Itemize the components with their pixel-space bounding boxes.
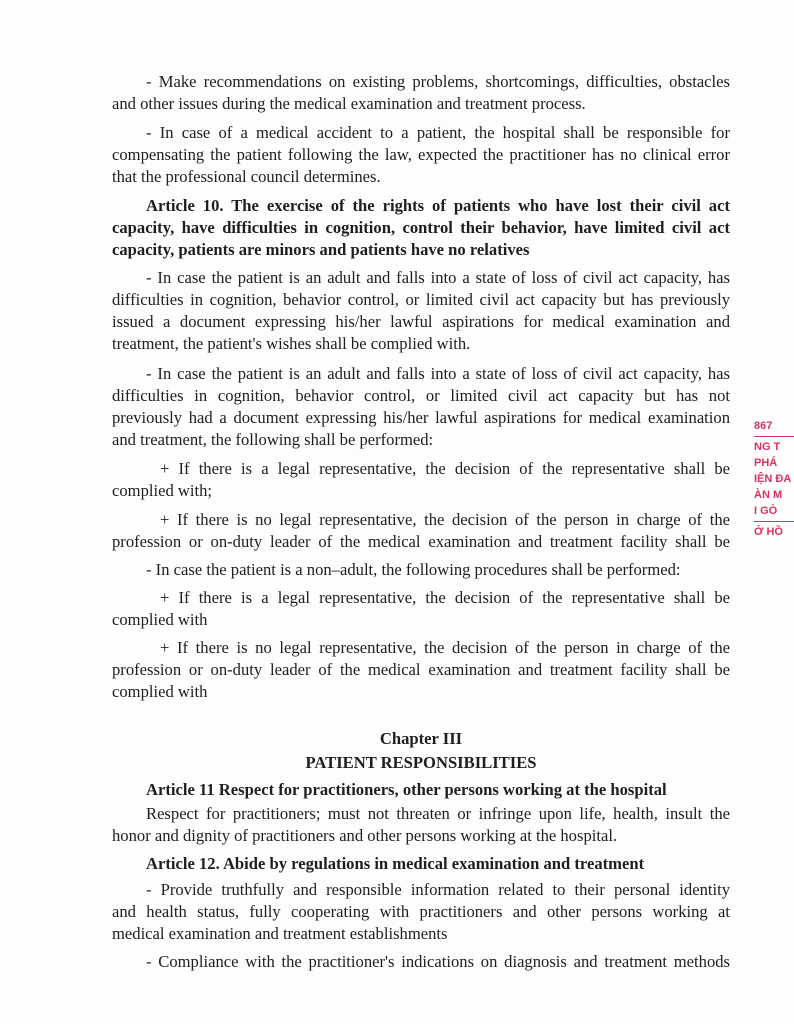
heading — [112, 752, 730, 774]
text-line: and treatment, the following shall be performed: — [112, 430, 434, 449]
paragraph — [112, 122, 730, 188]
paragraph — [112, 803, 730, 847]
text-line: - In case the patient is an adult and falls into a state of loss of civil act capacity, has — [146, 364, 730, 383]
stamp-text: IỆN ĐA — [754, 473, 792, 485]
red-seal-stamp — [754, 418, 794, 548]
text-line: and other issues during the medical examination and treatment process. — [112, 94, 586, 113]
stamp-text: Ở HỒ — [754, 526, 783, 538]
text-line: + If there is no legal representative, the decision of the person in charge of the — [160, 510, 730, 529]
text-line: - In case of a medical accident to a patient, the hospital shall be responsible for — [146, 123, 730, 142]
heading — [112, 195, 730, 261]
paragraph — [112, 951, 730, 973]
paragraph — [112, 559, 730, 581]
paragraph — [112, 71, 730, 115]
text-line: profession or on-duty leader of the medical examination and treatment facility shall be — [112, 660, 730, 679]
text-line: + If there is a legal representative, the decision of the representative shall be — [160, 588, 730, 607]
text-line: and health status, fully cooperating with practitioners and other persons working at — [112, 902, 730, 921]
paragraph — [112, 637, 730, 703]
paragraph — [112, 509, 730, 553]
text-line: Article 12. Abide by regulations in medical examination and treatment — [146, 854, 645, 873]
stamp-text: NG T — [754, 441, 781, 453]
text-line: issued a document expressing his/her lawful aspirations for medical examination and — [112, 312, 730, 331]
paragraph — [112, 879, 730, 945]
text-line: capacity, patients are minors and patients have no relatives — [112, 240, 530, 259]
text-line: - Provide truthfully and responsible information related to their personal identity — [146, 880, 730, 899]
text-line: Respect for practitioners; must not threaten or infringe upon life, health, insult the — [146, 804, 730, 823]
heading — [112, 728, 730, 750]
text-line: Article 11 Respect for practitioners, other persons working at the hospital — [146, 780, 667, 799]
text-line: honor and dignity of practitioners and other persons working at the hospital. — [112, 826, 618, 845]
paragraph — [112, 267, 730, 355]
text-line: medical examination and treatment establishments — [112, 924, 448, 943]
text-line: that the professional council determines. — [112, 167, 381, 186]
paragraph — [112, 587, 730, 631]
stamp-text: PHÁ — [754, 457, 778, 469]
text-line: complied with; — [112, 481, 213, 500]
text-line: + If there is a legal representative, the decision of the representative shall be — [160, 459, 730, 478]
text-line: - Make recommendations on existing problems, shortcomings, difficulties, obstacles — [146, 72, 730, 91]
text-line: + If there is no legal representative, the decision of the person in charge of the — [160, 638, 730, 657]
text-line: - In case the patient is a non–adult, the following procedures shall be performed: — [146, 560, 681, 579]
text-line: compensating the patient following the law, expected the practitioner has no clinical error — [112, 145, 730, 164]
stamp-rule — [754, 436, 794, 437]
text-line: complied with — [112, 682, 208, 701]
text-line: complied with — [112, 610, 208, 629]
text-line: - Compliance with the practitioner's indications on diagnosis and treatment methods — [146, 952, 730, 971]
text-line: previously had a document expressing his/her lawful aspirations for medical examination — [112, 408, 730, 427]
text-line: difficulties in cognition, behavior control, or limited civil act capacity but has not — [112, 386, 730, 405]
paragraph — [112, 458, 730, 502]
text-line: Article 10. The exercise of the rights of patients who have lost their civil act — [146, 196, 730, 215]
paragraph — [112, 363, 730, 451]
text-line: treatment, the patient's wishes shall be complied with. — [112, 334, 471, 353]
text-line: Chapter III — [379, 729, 463, 748]
stamp-text: I GÒ — [754, 505, 778, 517]
text-line: difficulties in cognition, behavior control, or limited civil act capacity but has previously — [112, 290, 730, 309]
text-line: capacity, have difficulties in cognition, control their behavior, have limited civil act — [112, 218, 730, 237]
stamp-text: ÀN M — [754, 489, 783, 501]
text-line: PATIENT RESPONSIBILITIES — [305, 753, 537, 772]
text-line: - In case the patient is an adult and falls into a state of loss of civil act capacity, has — [146, 268, 730, 287]
heading — [112, 853, 730, 875]
stamp-text: 867 — [754, 420, 773, 432]
stamp-rule — [754, 521, 794, 522]
heading — [112, 779, 730, 801]
text-line: profession or on-duty leader of the medical examination and treatment facility shall be — [112, 532, 730, 551]
